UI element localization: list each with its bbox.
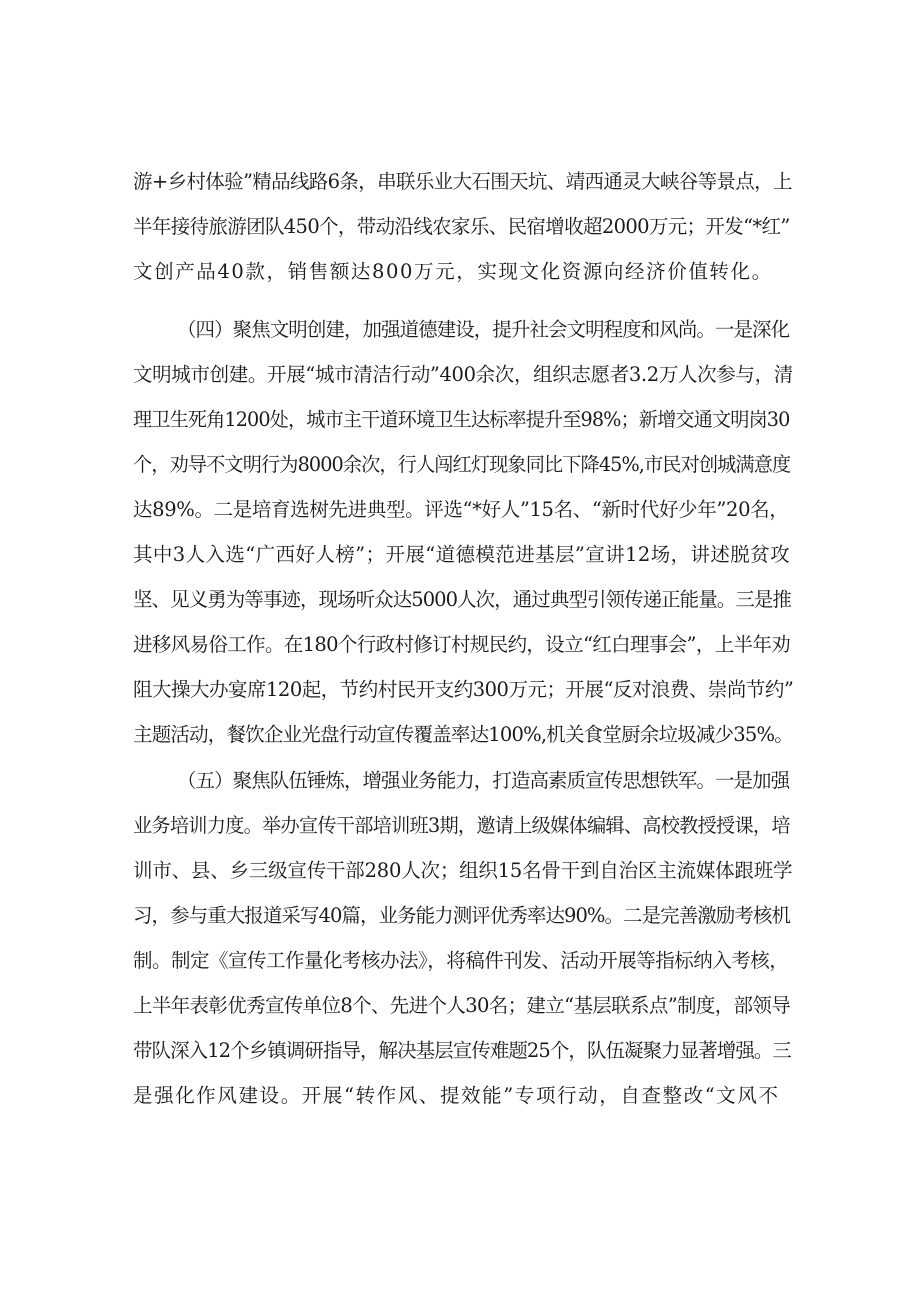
paragraph-heading-line: （五）聚焦队伍锤炼，增强业务能力，打造高素质宣传思想铁军。一是加强 (177, 769, 790, 792)
text-line: 制。制定《宣传工作量化考核办法》，将稿件刊发、活动开展等指标纳入考核， (133, 949, 789, 972)
text-line: 个，劝导不文明行为8000余次，行人闯红灯现象同比下降45%,市民对创城满意度 (133, 453, 791, 476)
text-line: 理卫生死角1200处，城市主干道环境卫生达标率提升至98%；新增交通文明岗30 (133, 408, 790, 431)
text-line: 训市、县、乡三级宣传干部280人次；组织15名骨干到自治区主流媒体跟班学 (133, 859, 793, 882)
paragraph-heading-line: （四）聚焦文明创建，加强道德建设，提升社会文明程度和风尚。一是深化 (177, 318, 790, 341)
text-line: 带队深入12个乡镇调研指导，解决基层宣传难题25个，队伍凝聚力显著增强。三 (133, 1039, 791, 1062)
text-line: 阻大操大办宴席120起，节约村民开支约300万元；开展“反对浪费、崇尚节约” (133, 678, 793, 701)
text-line: 是强化作风建设。开展“转作风、提效能”专项行动，自查整改“文风不 (133, 1084, 780, 1107)
text-line: 半年接待旅游团队450个，带动沿线农家乐、民宿增收超2000万元；开发“*红” (133, 215, 790, 238)
text-line: 其中3人入选“广西好人榜”；开展“道德模范进基层”宣讲12场，讲述脱贫攻 (133, 543, 790, 566)
text-line: 习，参与重大报道采写40篇，业务能力测评优秀率达90%。二是完善激励考核机 (133, 904, 791, 927)
text-line: 上半年表彰优秀宣传单位8个、先进个人30名；建立“基层联系点”制度，部领导 (133, 994, 791, 1017)
text-line: 坚、见义勇为等事迹，现场听众达5000人次，通过典型引领传递正能量。三是推 (133, 588, 791, 611)
text-line: 业务培训力度。举办宣传干部培训班3期，邀请上级媒体编辑、高校教授授课，培 (133, 814, 790, 837)
text-line: 游+乡村体验”精品线路6条，串联乐业大石围天坑、靖西通灵大峡谷等景点，上 (133, 170, 792, 193)
text-line: 主题活动，餐饮企业光盘行动宣传覆盖率达100%,机关食堂厨余垃圾减少35%。 (133, 723, 793, 746)
text-line: 进移风易俗工作。在180个行政村修订村规民约，设立“红白理事会”，上半年劝 (133, 633, 791, 656)
text-line: 文明城市创建。开展“城市清洁行动”400余次，组织志愿者3.2万人次参与，清 (133, 363, 793, 386)
text-line: 达89%。二是培育选树先进典型。评选“*好人”15名、“新时代好少年”20名， (133, 498, 789, 521)
text-line: 文创产品40款，销售额达800万元，实现文化资源向经济价值转化。 (133, 260, 773, 283)
